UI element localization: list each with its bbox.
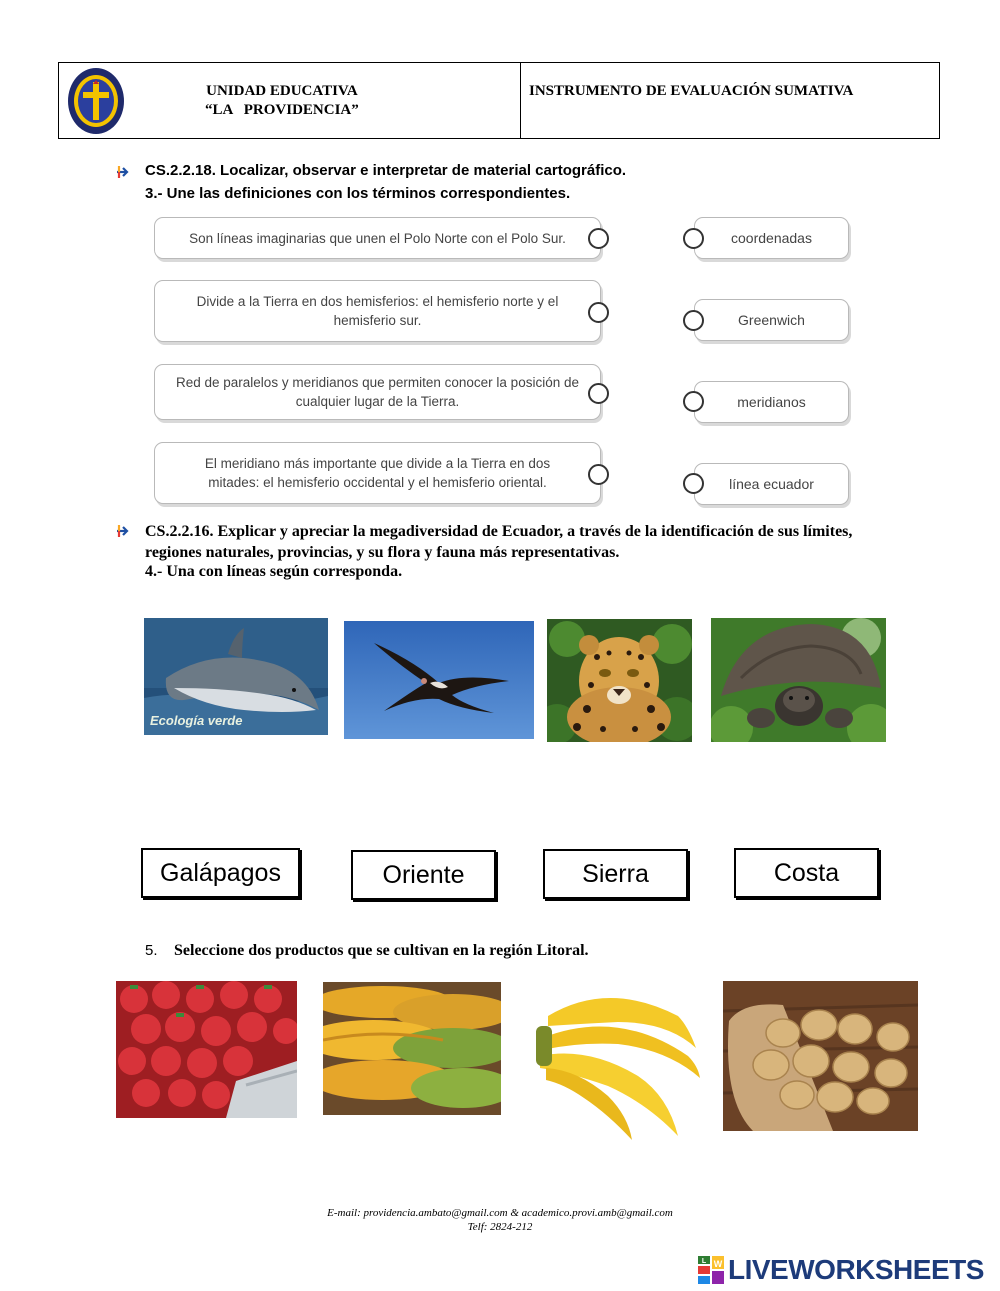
liveworksheets-brand[interactable] bbox=[698, 1255, 984, 1285]
region-box-galapagos[interactable] bbox=[141, 848, 300, 898]
instrument-title: INSTRUMENTO DE EVALUACIÓN SUMATIVA bbox=[529, 83, 854, 99]
definition-connector-2[interactable] bbox=[588, 302, 609, 323]
definition-box-1 bbox=[154, 217, 601, 259]
liveworksheets-logo-letter-2: W bbox=[713, 1259, 723, 1269]
section5-number: 5. bbox=[145, 942, 158, 959]
term-box-3 bbox=[694, 381, 849, 423]
definition-box-3 bbox=[154, 364, 601, 420]
definition-connector-1[interactable] bbox=[588, 228, 609, 249]
tortoise-photo[interactable] bbox=[711, 618, 886, 742]
definition-connector-4[interactable] bbox=[588, 464, 609, 485]
bullet-icon bbox=[113, 523, 129, 539]
definition-box-2 bbox=[154, 280, 601, 342]
photo-watermark: Ecología verde bbox=[150, 713, 243, 728]
term-text-4: línea ecuador bbox=[729, 476, 814, 492]
bullet-icon bbox=[113, 164, 129, 180]
region-box-oriente[interactable] bbox=[351, 850, 496, 900]
region-box-costa[interactable] bbox=[734, 848, 879, 898]
footer-email: E-mail: providencia.ambato@gmail.com & academico.provi.amb@gmail.com bbox=[327, 1207, 673, 1219]
region-label-galapagos: Galápagos bbox=[160, 858, 281, 887]
section5-instruction: Seleccione dos productos que se cultivan en la región Litoral. bbox=[174, 942, 589, 959]
definition-text-3: Red de paralelos y meridianos que permiten conocer la posición de cualquier lugar de la Tierra. bbox=[176, 375, 579, 409]
papayas-photo[interactable] bbox=[323, 982, 501, 1115]
footer-phone: Telf: 2824-212 bbox=[467, 1221, 533, 1233]
section4-skill: CS.2.2.16. Explicar y apreciar la megadiversidad de Ecuador, a través de la identificación de sus límites, regiones naturales, provincias, y su flora y fauna más representativas. bbox=[145, 523, 853, 561]
jaguar-photo[interactable] bbox=[547, 619, 692, 742]
school-logo bbox=[66, 66, 126, 136]
region-label-sierra: Sierra bbox=[582, 859, 649, 888]
section3-instruction: 3.- Une las definiciones con los términos correspondientes. bbox=[145, 185, 571, 202]
region-label-oriente: Oriente bbox=[382, 860, 465, 889]
school-name-line2: “LA PROVIDENCIA” bbox=[205, 102, 359, 118]
term-connector-1[interactable] bbox=[683, 228, 704, 249]
liveworksheets-wordmark: LIVEWORKSHEETS bbox=[728, 1254, 984, 1285]
section3-skill: CS.2.2.18. Localizar, observar e interpretar de material cartográfico. bbox=[145, 162, 627, 179]
term-connector-4[interactable] bbox=[683, 473, 704, 494]
strawberries-photo[interactable] bbox=[116, 981, 297, 1118]
header-table bbox=[58, 62, 940, 139]
term-text-1: coordenadas bbox=[731, 230, 812, 246]
definition-text-2: Divide a la Tierra en dos hemisferios: el hemisferio norte y el hemisferio sur. bbox=[196, 294, 559, 328]
term-box-2 bbox=[694, 299, 849, 341]
term-text-2: Greenwich bbox=[738, 312, 805, 328]
condor-photo[interactable] bbox=[344, 621, 534, 739]
term-box-1 bbox=[694, 217, 849, 259]
definition-text-1: Son líneas imaginarias que unen el Polo Norte con el Polo Sur. bbox=[189, 230, 566, 246]
header-divider bbox=[520, 63, 521, 138]
dolphin-photo[interactable] bbox=[144, 618, 328, 735]
definition-box-4 bbox=[154, 442, 601, 504]
term-text-3: meridianos bbox=[737, 394, 806, 410]
liveworksheets-logo-letter-1: L bbox=[701, 1258, 707, 1265]
region-box-sierra[interactable] bbox=[543, 849, 688, 899]
term-box-4 bbox=[694, 463, 849, 505]
bananas-photo[interactable] bbox=[528, 986, 704, 1144]
region-label-costa: Costa bbox=[773, 858, 840, 887]
term-connector-2[interactable] bbox=[683, 310, 704, 331]
school-name-line1: UNIDAD EDUCATIVA bbox=[206, 83, 358, 99]
term-connector-3[interactable] bbox=[683, 391, 704, 412]
section4-instruction: 4.- Una con líneas según corresponda. bbox=[145, 563, 403, 580]
definition-text-4: El meridiano más importante que divide a la Tierra en dos mitades: el hemisferio occidental y el hemisferio oriental. bbox=[204, 456, 551, 490]
school-name bbox=[205, 82, 359, 120]
potatoes-photo[interactable] bbox=[723, 981, 918, 1131]
liveworksheets-logo-icon bbox=[698, 1256, 724, 1284]
definition-connector-3[interactable] bbox=[588, 383, 609, 404]
